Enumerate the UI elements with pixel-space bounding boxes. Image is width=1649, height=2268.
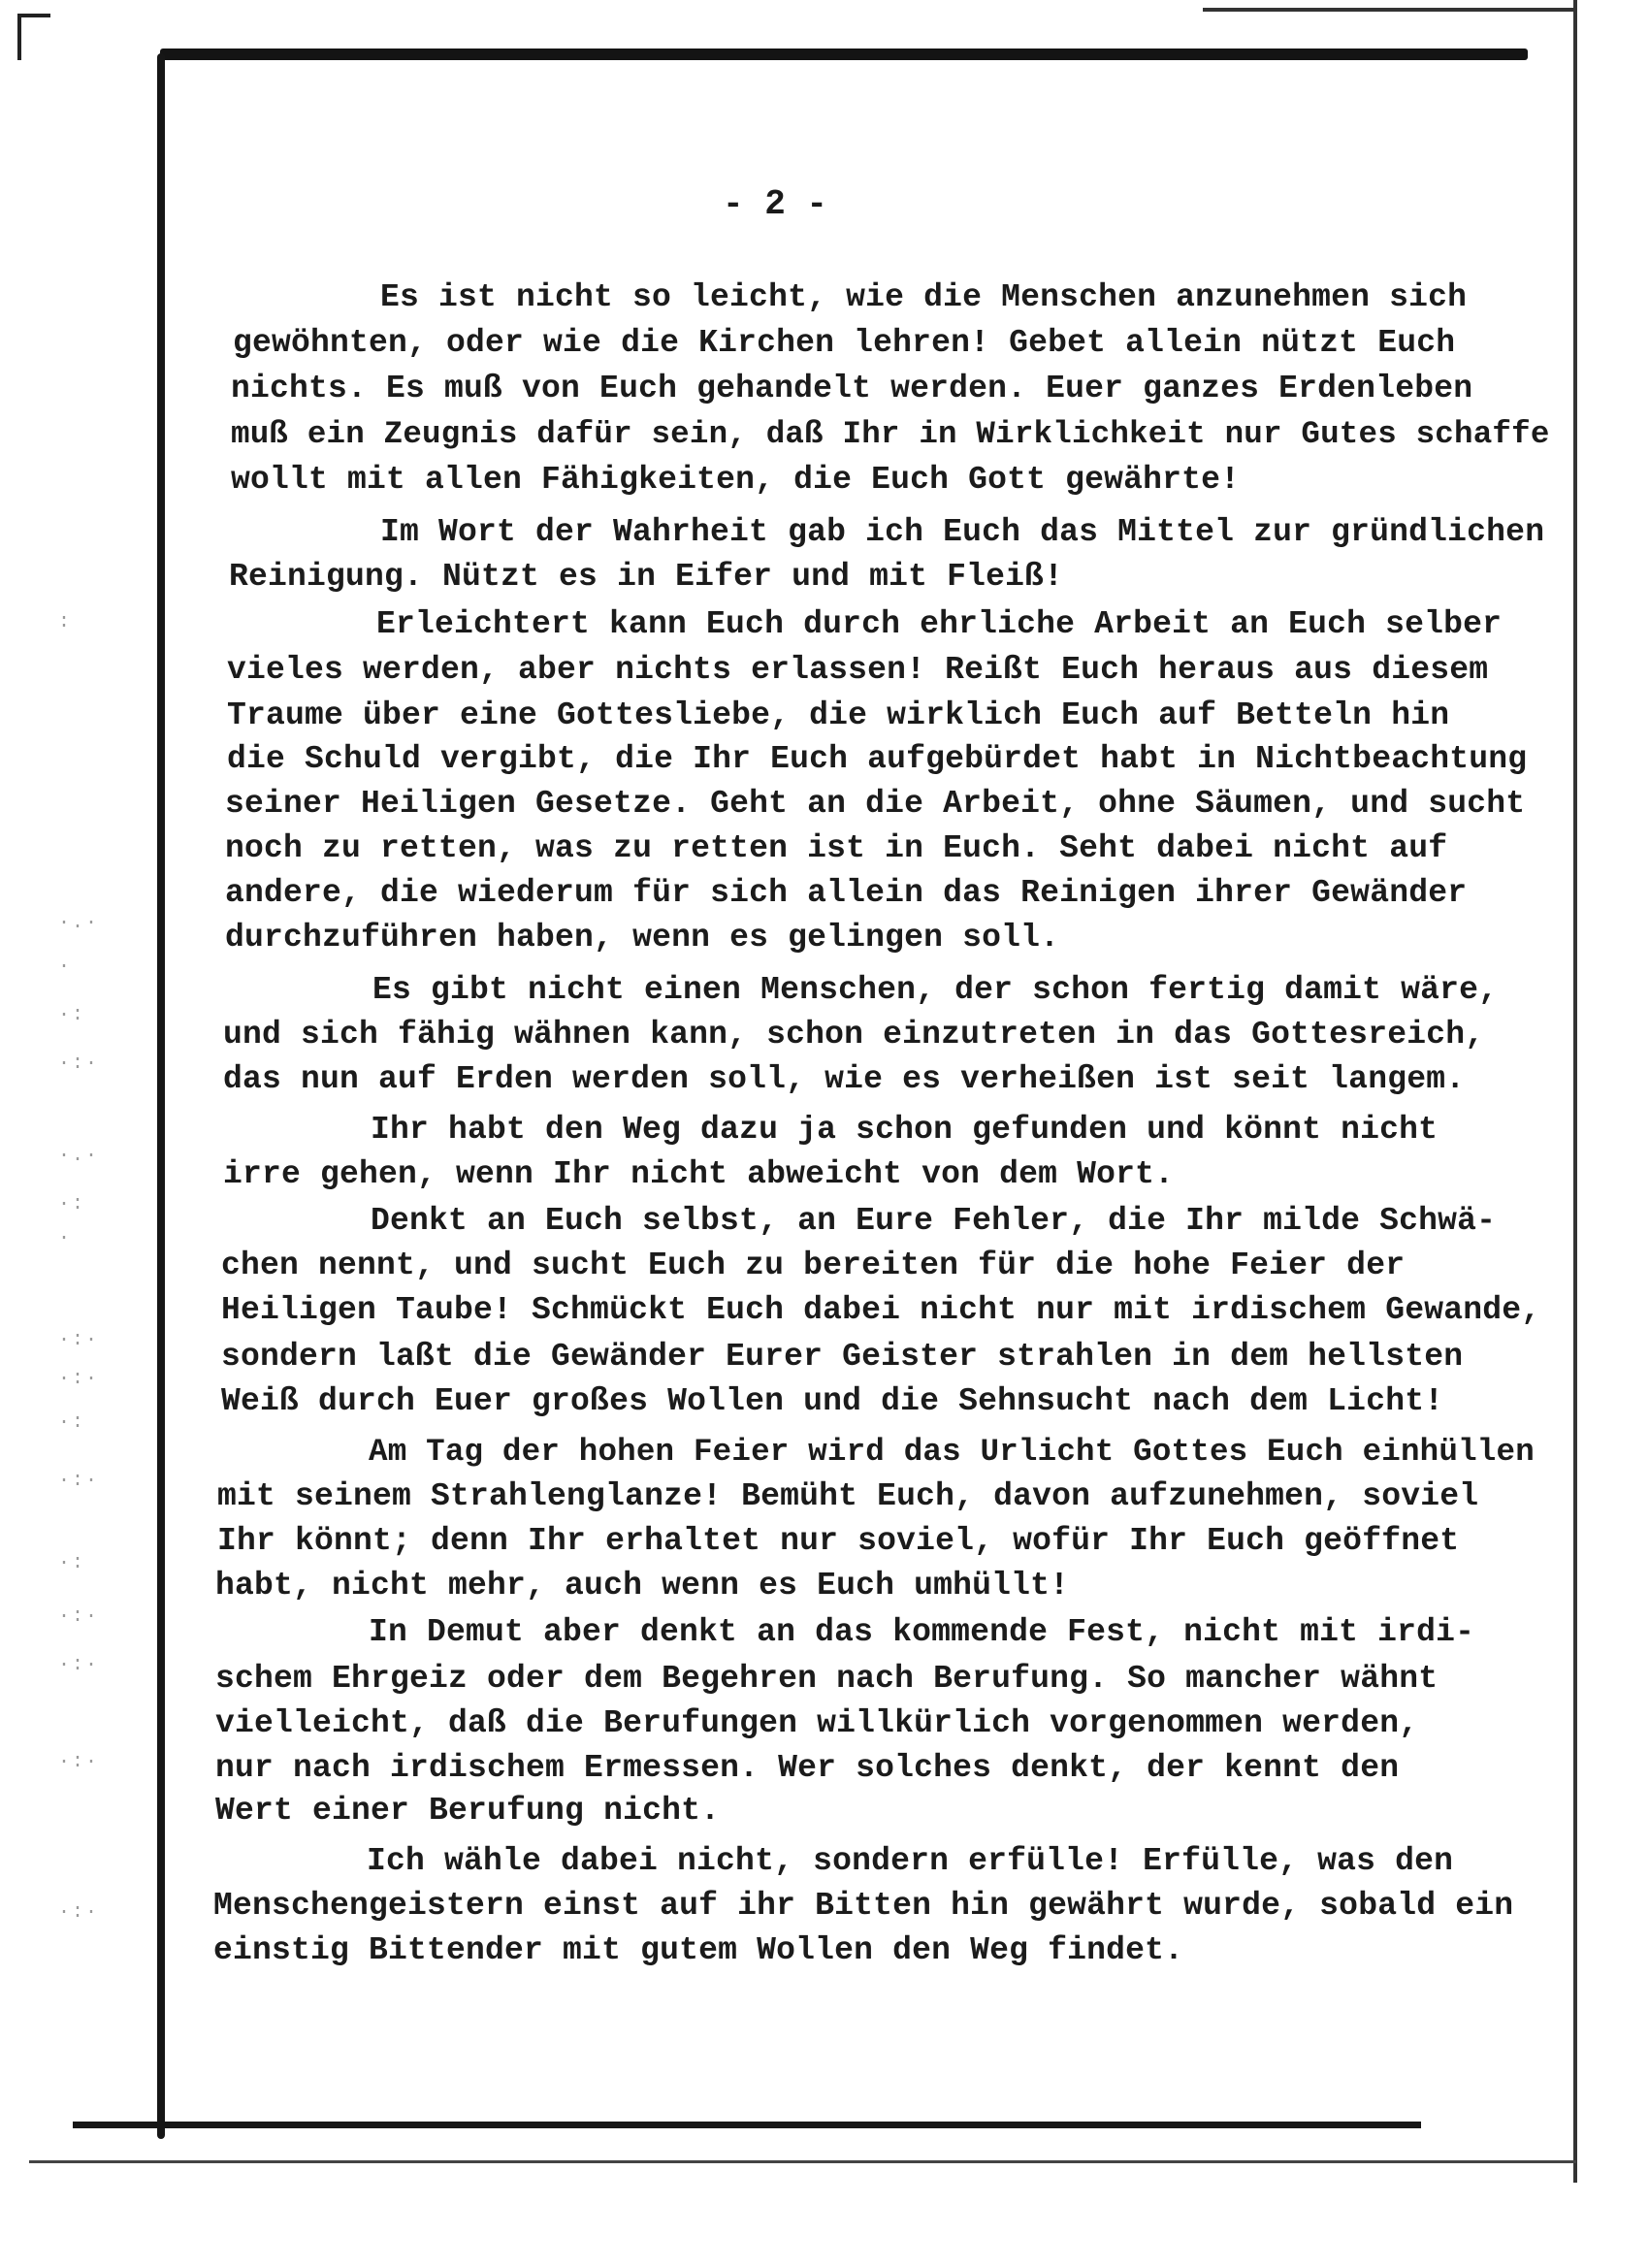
text-line: Traume über eine Gottesliebe, die wirklich Euch auf Betteln hin bbox=[227, 697, 1450, 733]
text-line: chen nennt, und sucht Euch zu bereiten für die hohe Feier der bbox=[221, 1247, 1406, 1283]
text-line: seiner Heiligen Gesetze. Geht an die Arbeit, ohne Säumen, und sucht bbox=[225, 786, 1526, 822]
margin-bleed-mark: ·:· bbox=[58, 1053, 100, 1075]
margin-bleed-mark: ·:· bbox=[58, 1605, 100, 1628]
text-line: mit seinem Strahlenglanze! Bemüht Euch, davon aufzunehmen, soviel bbox=[217, 1478, 1479, 1514]
margin-bleed-mark: ·.· bbox=[58, 912, 100, 934]
text-line: nur nach irdischem Ermessen. Wer solches denkt, der kennt den bbox=[215, 1750, 1400, 1786]
text-line: Ich wähle dabei nicht, sondern erfülle! Erfülle, was den bbox=[367, 1843, 1454, 1879]
text-line: Ihr könnt; denn Ihr erhaltet nur soviel, wofür Ihr Euch geöffnet bbox=[217, 1523, 1460, 1559]
text-line: durchzuführen haben, wenn es gelingen soll. bbox=[225, 920, 1060, 956]
text-line: das nun auf Erden werden soll, wie es verheißen ist seit langem. bbox=[223, 1061, 1466, 1097]
margin-bleed-mark: ·:· bbox=[58, 1901, 100, 1924]
margin-bleed-mark: ·: bbox=[58, 1552, 86, 1574]
text-line: Erleichtert kann Euch durch ehrliche Arbeit an Euch selber bbox=[376, 606, 1503, 642]
margin-bleed-mark: · bbox=[58, 1227, 73, 1249]
margin-bleed-mark: ·: bbox=[58, 1193, 86, 1215]
text-line: Heiligen Taube! Schmückt Euch dabei nicht nur mit irdischem Gewande, bbox=[221, 1292, 1541, 1328]
text-line: Es gibt nicht einen Menschen, der schon fertig damit wäre, bbox=[372, 972, 1499, 1008]
margin-bleed-mark: ·.· bbox=[58, 1145, 100, 1167]
margin-bleed-mark: : bbox=[58, 611, 73, 633]
bottom-rule bbox=[73, 2122, 1421, 2128]
margin-bleed-mark: ·:· bbox=[58, 1329, 100, 1351]
text-line: wollt mit allen Fähigkeiten, die Euch Gott gewährte! bbox=[231, 462, 1241, 498]
margin-bleed-mark: ·: bbox=[58, 1411, 86, 1434]
margin-bleed-mark: · bbox=[58, 956, 73, 978]
margin-bleed-mark: ·:· bbox=[58, 1368, 100, 1390]
text-line: nichts. Es muß von Euch gehandelt werden. Euer ganzes Erdenleben bbox=[231, 371, 1473, 406]
text-line: die Schuld vergibt, die Ihr Euch aufgebürdet habt in Nichtbeachtung bbox=[227, 741, 1528, 777]
text-line: Es ist nicht so leicht, wie die Menschen anzunehmen sich bbox=[380, 279, 1468, 315]
page-edge-right bbox=[1573, 0, 1577, 2183]
text-line: Im Wort der Wahrheit gab ich Euch das Mittel zur gründlichen bbox=[380, 514, 1545, 550]
text-line: und sich fähig wähnen kann, schon einzutreten in das Gottesreich, bbox=[223, 1017, 1485, 1053]
page-corner-mark bbox=[17, 14, 50, 60]
text-line: vielleicht, daß die Berufungen willkürlich vorgenommen werden, bbox=[215, 1705, 1419, 1741]
text-line: schem Ehrgeiz oder dem Begehren nach Berufung. So mancher wähnt bbox=[215, 1661, 1439, 1697]
top-rule bbox=[160, 49, 1528, 60]
left-margin-rule bbox=[157, 53, 165, 2139]
text-line: Wert einer Berufung nicht. bbox=[215, 1793, 721, 1829]
text-line: habt, nicht mehr, auch wenn es Euch umhüllt! bbox=[215, 1568, 1070, 1604]
page-edge-bottom bbox=[29, 2160, 1576, 2163]
text-line: andere, die wiederum für sich allein das Reinigen ihrer Gewänder bbox=[225, 875, 1468, 911]
text-line: sondern laßt die Gewänder Eurer Geister strahlen in dem hellsten bbox=[221, 1339, 1464, 1375]
text-line: Am Tag der hohen Feier wird das Urlicht Gottes Euch einhüllen bbox=[369, 1434, 1535, 1470]
text-line: Ihr habt den Weg dazu ja schon gefunden und könnt nicht bbox=[371, 1112, 1439, 1148]
text-line: Reinigung. Nützt es in Eifer und mit Fleiß! bbox=[229, 559, 1064, 595]
margin-bleed-mark: ·:· bbox=[58, 1751, 100, 1773]
text-line: irre gehen, wenn Ihr nicht abweicht von dem Wort. bbox=[223, 1156, 1175, 1192]
page-number: - 2 - bbox=[723, 184, 828, 224]
text-line: Denkt an Euch selbst, an Eure Fehler, die Ihr milde Schwä- bbox=[371, 1203, 1497, 1239]
text-line: noch zu retten, was zu retten ist in Euch. Seht dabei nicht auf bbox=[225, 830, 1448, 866]
page-edge-top bbox=[1203, 8, 1573, 12]
text-line: gewöhnten, oder wie die Kirchen lehren! Gebet allein nützt Euch bbox=[233, 325, 1456, 361]
text-line: vieles werden, aber nichts erlassen! Reißt Euch heraus aus diesem bbox=[227, 652, 1489, 688]
text-line: muß ein Zeugnis dafür sein, daß Ihr in Wirklichkeit nur Gutes schaffe bbox=[231, 416, 1550, 452]
text-line: Menschengeistern einst auf ihr Bitten hin gewährt wurde, sobald ein bbox=[213, 1888, 1514, 1924]
text-line: In Demut aber denkt an das kommende Fest, nicht mit irdi- bbox=[369, 1614, 1475, 1650]
margin-bleed-mark: ·:· bbox=[58, 1470, 100, 1492]
text-line: Weiß durch Euer großes Wollen und die Sehnsucht nach dem Licht! bbox=[221, 1383, 1444, 1419]
margin-bleed-mark: ·:· bbox=[58, 1654, 100, 1676]
text-line: einstig Bittender mit gutem Wollen den Weg findet. bbox=[213, 1932, 1184, 1968]
margin-bleed-mark: ·: bbox=[58, 1004, 86, 1026]
